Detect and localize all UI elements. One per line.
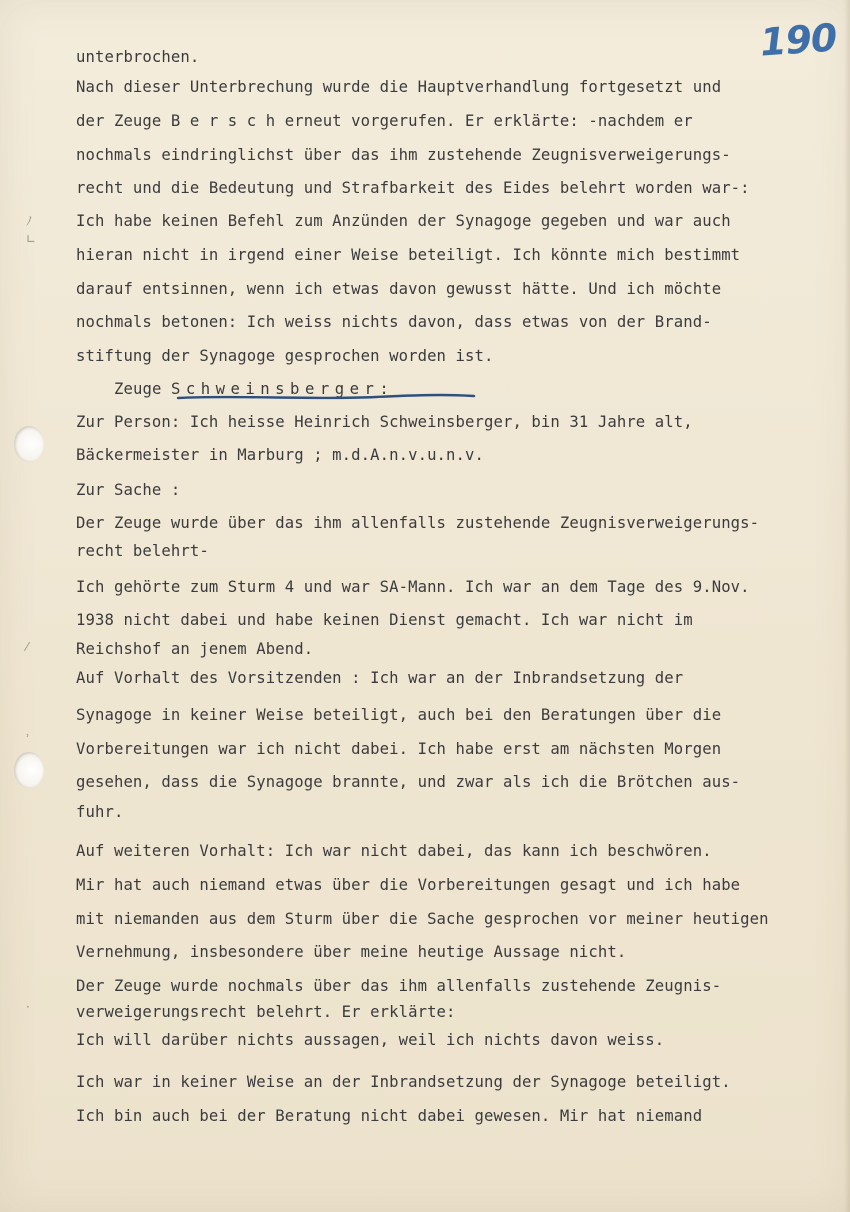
text-line: Ich gehörte zum Sturm 4 und war SA-Mann. Ich war an dem Tage des 9.Nov.: [76, 578, 750, 596]
text-line: hieran nicht in irgend einer Weise beteiligt. Ich könnte mich bestimmt: [76, 246, 741, 264]
text-line: Ich habe keinen Befehl zum Anzünden der Synagoge gegeben und war auch: [76, 212, 731, 230]
witness-heading-prefix: Zeuge: [114, 380, 162, 398]
text-line: Vernehmung, insbesondere über meine heutige Aussage nicht.: [76, 943, 627, 961]
text-line: Ich bin auch bei der Beratung nicht dabei gewesen. Mir hat niemand: [76, 1107, 703, 1125]
text-line: Der Zeuge wurde nochmals über das ihm allenfalls zustehende Zeugnis-: [76, 977, 722, 995]
handwritten-underline: [176, 392, 476, 402]
punch-hole-bottom: [14, 752, 44, 788]
text-line: Ich war in keiner Weise an der Inbrandsetzung der Synagoge beteiligt.: [76, 1073, 731, 1091]
margin-mark: ʾ: [26, 732, 30, 746]
margin-mark: ∟: [26, 232, 37, 246]
text-line: nochmals betonen: Ich weiss nichts davon, dass etwas von der Brand-: [76, 313, 712, 331]
witness-heading-name: Schweinsberger:: [170, 380, 395, 398]
text-line: Auf weiteren Vorhalt: Ich war nicht dabei, das kann ich beschwören.: [76, 842, 712, 860]
text-line: verweigerungsrecht belehrt. Er erklärte:: [76, 1003, 456, 1021]
text-line: Vorbereitungen war ich nicht dabei. Ich habe erst am nächsten Morgen: [76, 740, 722, 758]
text-line: stiftung der Synagoge gesprochen worden ist.: [76, 347, 494, 365]
text-line: darauf entsinnen, wenn ich etwas davon gewusst hätte. Und ich möchte: [76, 280, 722, 298]
text-line: Auf Vorhalt des Vorsitzenden : Ich war an der Inbrandsetzung der: [76, 669, 684, 687]
text-line: Reichshof an jenem Abend.: [76, 640, 314, 658]
text-line: nochmals eindringlichst über das ihm zustehende Zeugnisverweigerungs-: [76, 146, 731, 164]
text-line: Zur Person: Ich heisse Heinrich Schweinsberger, bin 31 Jahre alt,: [76, 413, 693, 431]
text-line: recht belehrt-: [76, 542, 209, 560]
text-line: fuhr.: [76, 803, 124, 821]
text-line: gesehen, dass die Synagoge brannte, und zwar als ich die Brötchen aus-: [76, 773, 741, 791]
text-line: Der Zeuge wurde über das ihm allenfalls zustehende Zeugnisverweigerungs-: [76, 514, 760, 532]
page-edge-shadow: [844, 0, 850, 1212]
text-line: 1938 nicht dabei und habe keinen Dienst gemacht. Ich war nicht im: [76, 611, 693, 629]
text-line: Bäckermeister in Marburg ; m.d.A.n.v.u.n.v.: [76, 446, 484, 464]
text-line: Zur Sache :: [76, 481, 181, 499]
text-line: mit niemanden aus dem Sturm über die Sache gesprochen vor meiner heutigen: [76, 910, 769, 928]
handwritten-page-number: 190: [758, 15, 838, 65]
text-line: recht und die Bedeutung und Strafbarkeit des Eides belehrt worden war-:: [76, 179, 750, 197]
margin-mark: ·: [26, 1000, 30, 1014]
text-line: Synagoge in keiner Weise beteiligt, auch bei den Beratungen über die: [76, 706, 722, 724]
punch-hole-top: [14, 426, 44, 462]
text-line: unterbrochen.: [76, 48, 200, 66]
text-line: der Zeuge B e r s c h erneut vorgerufen. Er erklärte: -nachdem er: [76, 112, 693, 130]
margin-mark: ⁄: [26, 640, 29, 654]
text-line: Mir hat auch niemand etwas über die Vorbereitungen gesagt und ich habe: [76, 876, 741, 894]
margin-mark: ﾉ: [26, 214, 33, 228]
text-line: Ich will darüber nichts aussagen, weil ich nichts davon weiss.: [76, 1031, 665, 1049]
text-line: Nach dieser Unterbrechung wurde die Hauptverhandlung fortgesetzt und: [76, 78, 722, 96]
